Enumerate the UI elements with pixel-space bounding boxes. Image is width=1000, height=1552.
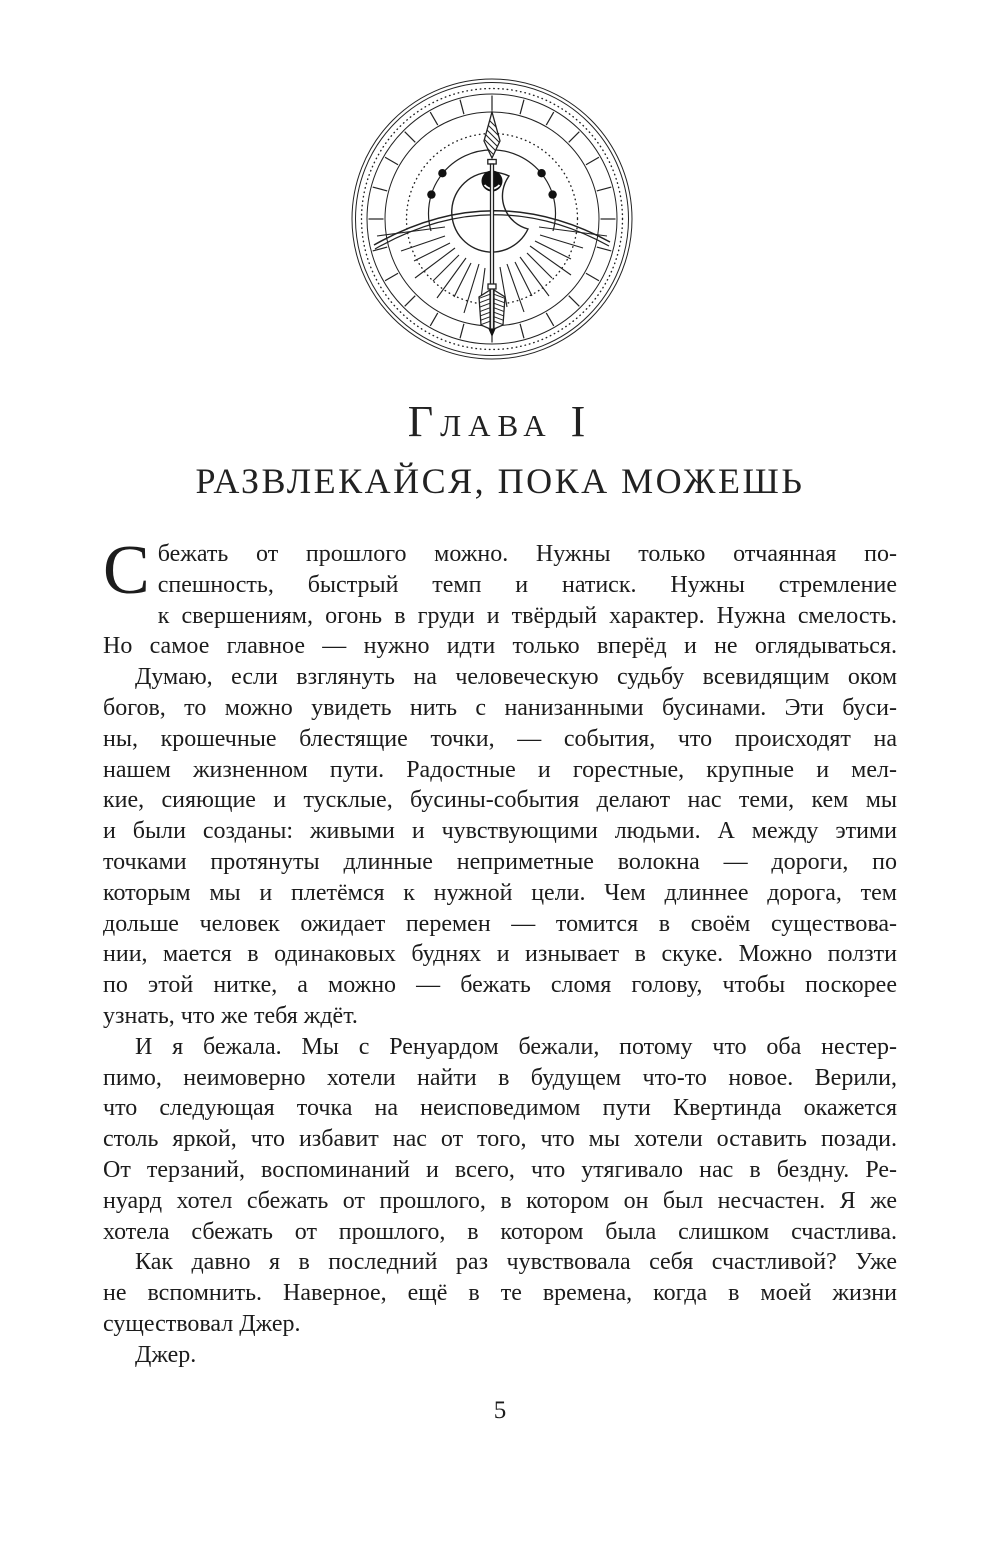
text-line: Как давно я в последний раз чувствовала себя счастливой? Уже [135,1249,897,1276]
chapter-title: РАЗВЛЕКАЙСЯ, ПОКА МОЖЕШЬ [195,461,805,501]
paragraph [103,532,897,662]
paragraph [103,662,897,1032]
text-line: пимо, неимоверно хотели найти в будущем что-то новое. Верили, [103,1064,897,1091]
text-line: узнать, что же тебя ждёт. [103,1002,358,1029]
text-line: кие, сияющие и тусклые, бусины-события делают нас теми, кем мы [103,787,897,814]
text-line: Думаю, если взглянуть на человеческую судьбу всевидящим оком [135,664,897,691]
text-line: спешность, быстрый темп и натиск. Нужны стремление [157,571,897,598]
text-line: дольше человек ожидает перемен — томится в своём существова- [103,910,897,937]
text-line: Но самое главное — нужно идти только вперёд и не оглядываться. [103,633,897,660]
text-line: точками протянуты длинные неприметные волокна — дороги, по [103,848,897,875]
text-line: что следующая точка на неисповедимом пути Квертинда окажется [103,1095,897,1122]
text-line: столь яркой, что избавит нас от того, что мы хотели оставить позади. [103,1126,897,1153]
text-line: нии, мается в одинаковых буднях и изнывает в скуке. Можно ползти [103,941,897,968]
text-line: богов, то можно увидеть нить с нанизанными бусинами. Эти буси- [103,694,897,721]
paragraph [103,1032,897,1248]
text-line: которым мы и плетёмся к нужной цели. Чем длиннее дорога, тем [103,879,897,906]
text-line: хотела сбежать от прошлого, в котором была слишком счастлива. [103,1218,897,1245]
body-text [103,532,897,1371]
chapter-label: Глава I [407,397,593,446]
text-line: по этой нитке, а можно — бежать сломя голову, чтобы поскорее [103,972,897,999]
text-line: не вспомнить. Наверное, ещё в те времена, когда в моей жизни [103,1280,897,1307]
text-line: ны, крошечные блестящие точки, — события, что происходят на [103,725,897,752]
text-line: Джер. [135,1341,197,1368]
text-line: к свершениям, огонь в груди и твёрдый характер. Нужна смелость. [157,602,897,629]
drop-cap: С [103,532,150,609]
text-line: нуард хотел сбежать от прошлого, в котором он был несчастен. Я же [103,1187,897,1214]
text-line: бежать от прошлого можно. Нужны только отчаянная по- [157,541,897,567]
text-line: И я бежала. Мы с Ренуардом бежали, потому что оба нестер- [135,1033,897,1060]
paragraph [103,1247,897,1339]
page-number: 5 [493,1397,507,1424]
text-line: нашем жизненном пути. Радостные и горестные, крупные и мел- [103,756,897,783]
text-line: и были созданы: живыми и чувствующими людьми. А между этими [103,818,897,845]
text-line: От терзаний, воспоминаний и всего, что утягивало нас в бездну. Ре- [103,1156,897,1183]
text-line: существовал Джер. [103,1310,301,1337]
celestial-emblem [350,77,634,361]
paragraph [103,1340,897,1371]
